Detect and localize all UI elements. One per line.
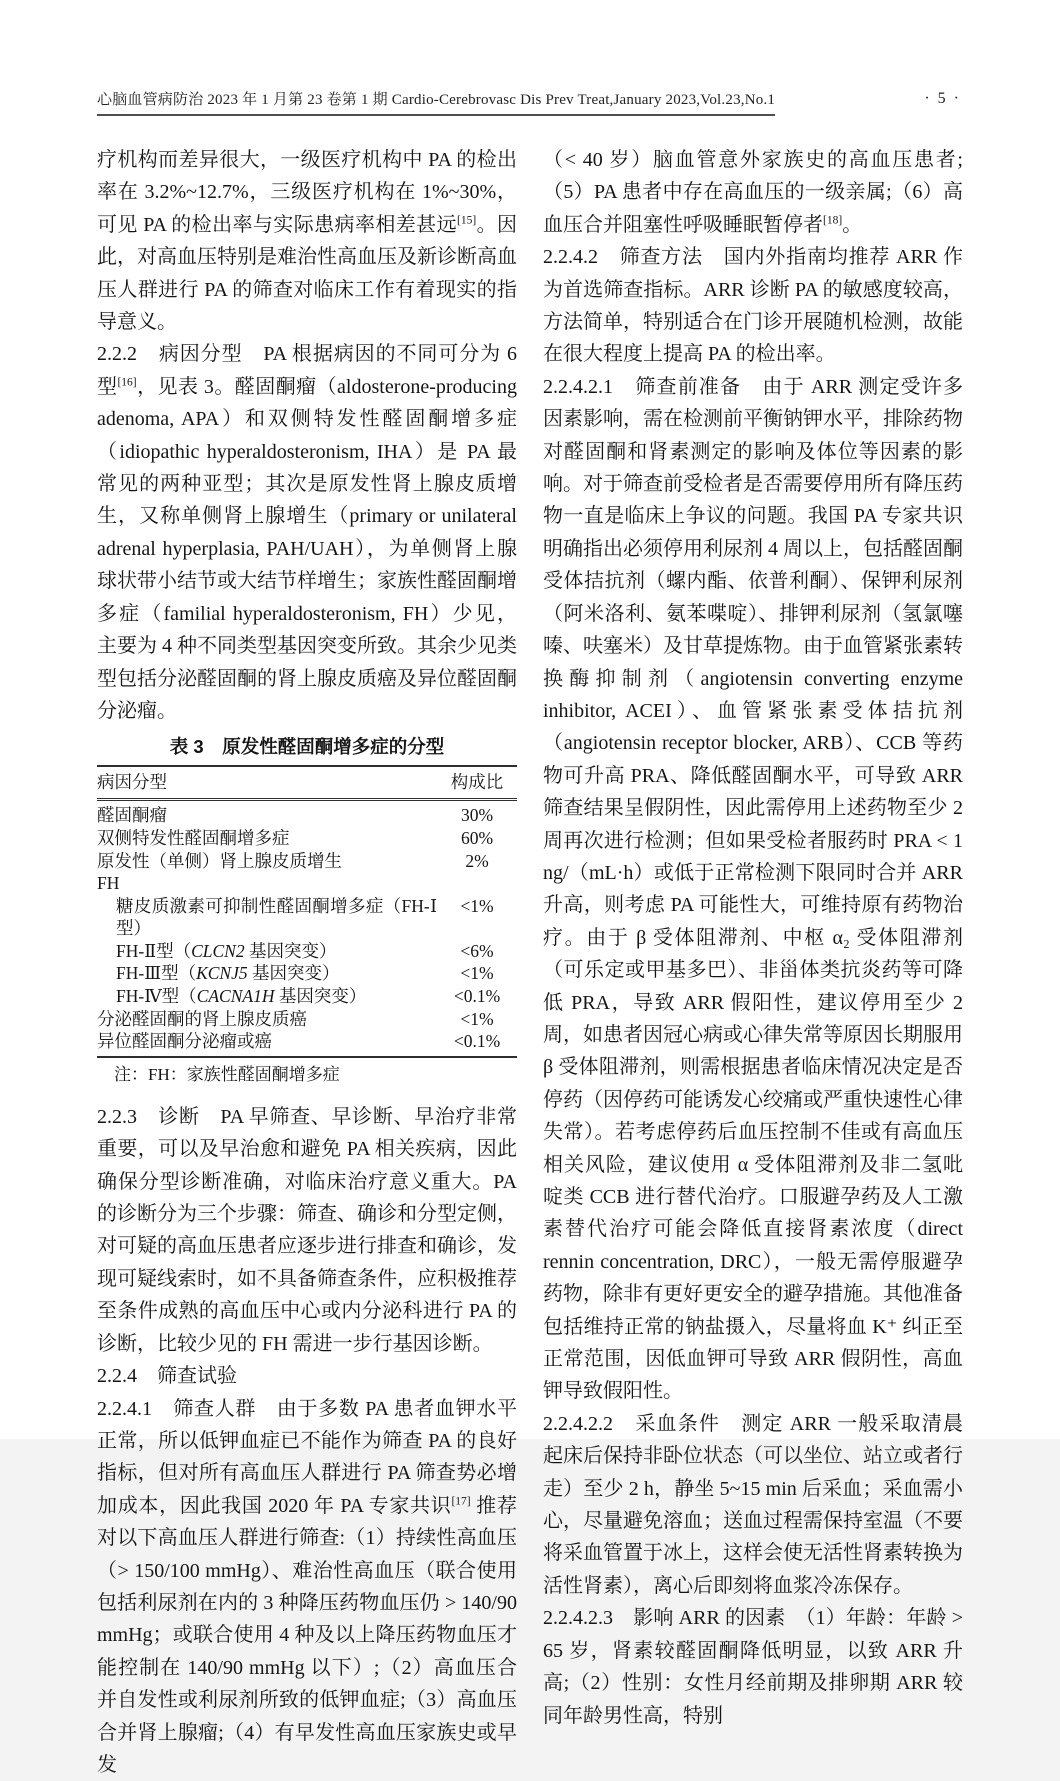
text-run: （< 40 岁）脑血管意外家族史的高血压患者;（5）PA 患者中存在高血压的一级亲属;（6）高血压合并阻塞性呼吸睡眠暂停者 <box>543 149 963 236</box>
text-run: FH-Ⅱ型（ <box>116 941 191 961</box>
left-column <box>97 144 517 1781</box>
table-row <box>97 1008 517 1031</box>
citation-ref-16: [16] <box>117 376 136 388</box>
row-value: 30% <box>437 800 517 827</box>
row-value: 2% <box>437 850 517 873</box>
text-run: 基因突变） <box>245 941 337 961</box>
text-run: 2.2.4.1 筛查人群 由于多数 PA 患者血钾水平正常，所以低钾血症已不能作为筛查 PA 的良好指标，但对所有高血压人群进行 PA 筛查势必增加成本，因此我国 2020 年 PA 专家共识 <box>97 1398 517 1517</box>
table-row <box>97 827 517 850</box>
page-number: · 5 · <box>924 90 961 108</box>
text-run: 推荐对以下高血压人群进行筛查:（1）持续性高血压（> 150/100 mmHg）、难治性高血压（联合使用包括利尿剂在内的 3 种降压药物血压仍 > 140/90 mmHg；或联合使用 4 种及以上降压药物血压才能控制在 140/90 mmHg 以下）;（2）高血压合并自发性或利尿剂所致的低钾血症;（3）高血压合并肾上腺瘤;（4）有早发性高血压家族史或早发 <box>97 1495 517 1776</box>
table-row <box>97 940 517 963</box>
gene-name: CACNA1H <box>197 986 275 1006</box>
row-label <box>97 985 437 1008</box>
text-run: 。 <box>842 214 862 236</box>
para-detection-rate <box>97 144 517 338</box>
table-3-block <box>97 732 517 1091</box>
table-row <box>97 800 517 827</box>
section-2-2-4-1-screening-population <box>97 1393 517 1781</box>
row-label: 分泌醛固酮的肾上腺皮质癌 <box>97 1008 437 1031</box>
page-header <box>97 88 963 120</box>
table-row <box>97 850 517 873</box>
table-header-proportion: 构成比 <box>437 766 517 800</box>
section-2-2-4-2-1-preparation: 2.2.4.2.1 筛查前准备 由于 ARR 测定受许多因素影响，需在检测前平衡钠钾水平，排除药物对醛固酮和肾素测定的影响及体位等因素的影响。对于筛查前受检者是否需要停用所有降压药物一直是临床上争议的问题。我国 PA 专家共识明确指出必须停用利尿剂 4 周以上，包括醛固酮受体拮抗剂（螺内酯、依普利酮）、保钾利尿剂（阿米洛利、氨苯喋啶）、排钾利尿剂（氢氯噻嗪、呋塞米）及甘草提炼物。由于血管紧张素转换酶抑制剂（angiotensin converting enzyme inhibitor, ACEI）、血管紧张素受体拮抗剂（angiotensin receptor blocker, ARB）、CCB 等药物可升高 PRA、降低醛固酮水平，可导致 ARR 筛查结果呈假阴性，因此需停用上述药物至少 2 周再次进行检测；但如果受检者服药时 PRA < 1 ng/（mL·h）或低于正常检测下限同时合并 ARR 升高，则考虑 PA 可能性大，可维持原有药物治疗。由于 β 受体阻滞剂、中枢 α₂ 受体阻滞剂（可乐定或甲基多巴）、非甾体类抗炎药等可降低 PRA，导致 ARR 假阳性，建议停用至少 2 周，如患者因冠心病或心律失常等原因长期服用 β 受体阻滞剂，则需根据患者临床情况决定是否停药（因停药可能诱发心绞痛或严重快速性心律失常）。若考虑停药后血压控制不佳或有高血压相关风险，建议使用 α 受体阻滞剂及非二氢吡啶类 CCB 进行替代治疗。口服避孕药及人工激素替代治疗可能会降低直接肾素浓度（direct rennin concentration, DRC），一般无需停服避孕药物，除非有更好更安全的避孕措施。其他准备包括维持正常的钠盐摄入，尽量将血 K⁺ 纠正至正常范围，因低血钾可导致 ARR 假阴性，高血钾导致假阳性。 <box>543 371 963 1408</box>
table-header-row <box>97 766 517 800</box>
row-value: <6% <box>437 940 517 963</box>
table-3-title: 表 3 原发性醛固酮增多症的分型 <box>97 732 517 762</box>
row-label: 醛固酮瘤 <box>97 800 437 827</box>
table-row <box>97 962 517 985</box>
row-label <box>97 962 437 985</box>
text-run: 基因突变） <box>248 963 340 983</box>
section-2-2-4-screening-test: 2.2.4 筛查试验 <box>97 1360 517 1392</box>
row-value: <0.1% <box>437 985 517 1008</box>
section-2-2-4-2-2-blood-sampling: 2.2.4.2.2 采血条件 测定 ARR 一般采取清晨起床后保持非卧位状态（可以坐位、站立或者行走）至少 2 h，静坐 5~15 min 后采血；采血需小心，尽量避免溶血；送血过程需保持室温（不要将采血管置于冰上，这样会使无活性肾素转换为活性肾素），离心后即刻将血浆冷冻保存。 <box>543 1408 963 1602</box>
citation-ref-18: [18] <box>823 214 842 226</box>
row-value: <1% <box>437 895 517 940</box>
row-label: 原发性（单侧）肾上腺皮质增生 <box>97 850 437 873</box>
row-value <box>437 872 517 895</box>
text-run: 基因突变） <box>274 986 366 1006</box>
gene-name: CLCN2 <box>191 941 245 961</box>
table-row <box>97 895 517 940</box>
text-run: FH-Ⅳ型（ <box>116 986 197 1006</box>
table-3-note: 注：FH：家族性醛固酮增多症 <box>97 1058 517 1091</box>
row-label: 双侧特发性醛固酮增多症 <box>97 827 437 850</box>
row-label: 糖皮质激素可抑制性醛固酮增多症（FH-Ⅰ型） <box>97 895 437 940</box>
text-run: 2.2.2 病因分型 PA 根据病因的不同可分为 6 型 <box>97 343 517 397</box>
journal-citation: 心脑血管病防治 2023 年 1 月第 23 卷第 1 期 Cardio-Cerebrovasc Dis Prev Treat,January 2023,Vol.23,No.1 <box>97 88 775 116</box>
text-run: 。因此，对高血压特别是难治性高血压及新诊断高血压人群进行 PA 的筛查对临床工作有着现实的指导意义。 <box>97 214 517 333</box>
citation-ref-15: [15] <box>457 214 476 226</box>
table-3 <box>97 765 517 1058</box>
section-2-2-3-diagnosis: 2.2.3 诊断 PA 早筛查、早诊断、早治疗非常重要，可以及早治愈和避免 PA 相关疾病，因此确保分型诊断准确，对临床治疗意义重大。PA 的诊断分为三个步骤：筛查、确诊和分型定侧，对可疑的高血压患者应逐步进行排查和确诊，发现可疑线索时，如不具备筛查条件，应积极推荐至条件成熟的高血压中心或内分泌科进行 PA 的诊断，比较少见的 FH 需进一步行基因诊断。 <box>97 1101 517 1360</box>
table-row <box>97 872 517 895</box>
row-label <box>97 940 437 963</box>
section-2-2-4-2-screening-method: 2.2.4.2 筛查方法 国内外指南均推荐 ARR 作为首选筛查指标。ARR 诊断 PA 的敏感度较高，方法简单，特别适合在门诊开展随机检测，故能在很大程度上提高 PA 的检出率。 <box>543 241 963 371</box>
section-2-2-2-etiology <box>97 338 517 727</box>
row-label: FH <box>97 872 437 895</box>
text-run: ，见表 3。醛固酮瘤（aldosterone-producing adenoma, APA）和双侧特发性醛固酮增多症（idiopathic hyperaldosteronism, IHA）是 PA 最常见的两种亚型；其次是原发性肾上腺皮质增生，又称单侧肾上腺增生（primary or unilateral adrenal hyperplasia, PAH/UAH），为单侧肾上腺球状带小结节或大结节样增生；家族性醛固酮增多症（familial hyperaldosteronism, FH）少见，主要为 4 种不同类型基因突变所致。其余少见类型包括分泌醛固酮的肾上腺皮质癌及异位醛固酮分泌瘤。 <box>97 376 517 722</box>
table-header-cause: 病因分型 <box>97 766 437 800</box>
para-screening-population-continued <box>543 144 963 241</box>
gene-name: KCNJ5 <box>196 963 248 983</box>
row-value: <1% <box>437 962 517 985</box>
row-value: 60% <box>437 827 517 850</box>
right-column <box>543 144 963 1781</box>
row-value: <0.1% <box>437 1030 517 1057</box>
text-run: 疗机构而差异很大，一级医疗机构中 PA 的检出率在 3.2%~12.7%，三级医疗机构在 1%~30%，可见 PA 的检出率与实际患病率相差甚远 <box>97 149 517 236</box>
table-row <box>97 985 517 1008</box>
article-body <box>97 144 963 1781</box>
section-2-2-4-2-3-arr-factors: 2.2.4.2.3 影响 ARR 的因素 （1）年龄：年龄 > 65 岁，肾素较醛固酮降低明显，以致 ARR 升高;（2）性别：女性月经前期及排卵期 ARR 较同年龄男性高，特别 <box>543 1602 963 1732</box>
text-run: FH-Ⅲ型（ <box>116 963 196 983</box>
citation-ref-17: [17] <box>451 1495 470 1507</box>
table-row <box>97 1030 517 1057</box>
row-value: <1% <box>437 1008 517 1031</box>
row-label: 异位醛固酮分泌瘤或癌 <box>97 1030 437 1057</box>
